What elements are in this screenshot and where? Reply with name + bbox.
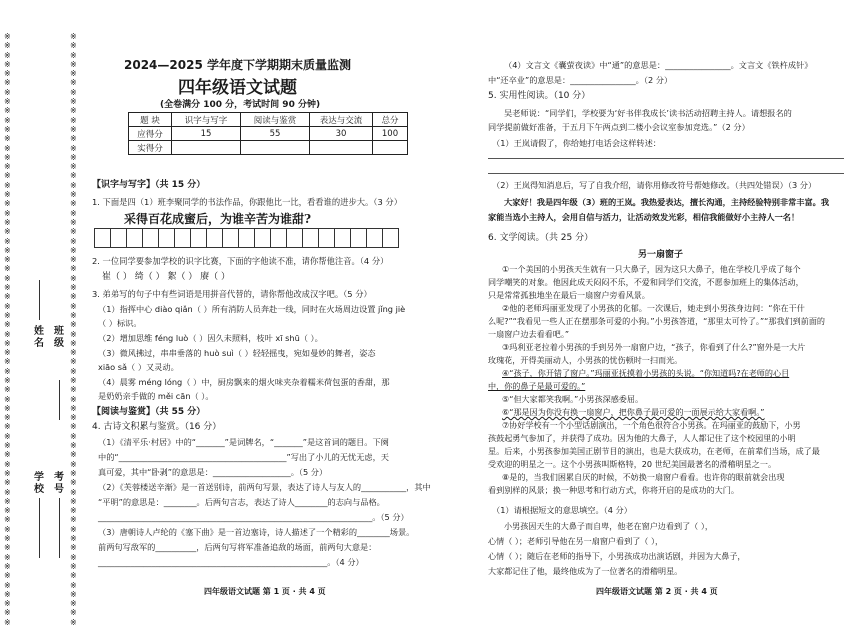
grid-cell[interactable]	[254, 228, 271, 248]
name-label: 姓名	[34, 326, 44, 349]
story-paragraph: ④“孩子，你开错了窗户。”玛丽亚抚摸着小男孩的头说。“你知道吗?在老师的心目	[502, 368, 790, 378]
story-line: 星。后来，小男孩参加美国正剧节目的演出，也是大获成功，在老师，在前辈们当场，成了最	[488, 446, 820, 456]
score-table	[128, 112, 408, 155]
story-line: 只是常常孤独地坐在最后一扇窗户旁看风景。	[488, 290, 650, 300]
grid-cell[interactable]	[142, 228, 159, 248]
answer-line[interactable]	[488, 173, 844, 174]
question-6: 6. 文学阅读。（共 25 分）	[488, 233, 594, 243]
question-4-3-cont: 前两句写敌军的__________，后两句写将军准备追敌的场面，前两句大意是：	[98, 542, 377, 552]
class-line	[59, 380, 60, 420]
question-2-chars: 崔（ ） 绮（ ） 絮（ ） 赓（ ）	[102, 272, 231, 282]
grid-cell[interactable]	[334, 228, 351, 248]
question-3-3: （3）微风拂过，串串垂落的 huò suì（ ）轻轻摇曳，宛如曼妙的舞者，姿态	[98, 348, 376, 358]
fill-blank-line[interactable]: 心情（ ）；随后在老师的指导下，小男孩成功出演话剧，并因为大鼻子，	[488, 551, 746, 561]
story-line: 玫瑰花，开得美丽动人，小男孩的忧伤顿时一扫而光。	[488, 355, 683, 365]
question-4-2: （2）《芙蓉楼送辛渐》是一首送别诗，前两句写景，表达了诗人与友人的___________，其中	[98, 482, 431, 492]
story-line: 中，你的鼻子是最可爱的。”	[488, 381, 586, 391]
grid-cell[interactable]	[366, 228, 383, 248]
question-3-4-cont: 是奶奶亲手做的 měi cān（ ）。	[98, 391, 214, 401]
grid-cell[interactable]	[190, 228, 207, 248]
binding-star-column-right: ※ ※ ※ ※ ※ ※ ※ ※ ※ ※ ※ ※ ※ ※ ※ ※ ※ ※ ※ ※ ※ ※ ※ ※ ※ ※ ※ ※ ※ ※ ※ ※ ※ ※ ※ ※ ※ ※ ※ ※ ※ ※ ※ ※ ※ ※ ※ ※ ※ ※ ※ ※ ※ ※ ※ ※ ※ ※ ※ ※ ※ ※ ※ ※	[70, 32, 77, 627]
fill-blank-line[interactable]: 心情（ ）；老师引导他在另一扇窗户看到了（ ），	[488, 536, 664, 546]
score-cell[interactable]	[172, 141, 241, 155]
grid-cell[interactable]	[110, 228, 127, 248]
grid-cell[interactable]	[174, 228, 191, 248]
page-footer: 四年级语文试题 第 2 页 · 共 4 页	[596, 587, 718, 596]
question-3-3-cont: xiāo sǎ（ ）又灵动。	[98, 362, 179, 372]
question-5-prompt: 吴老师说：“同学们，学校要为‘好书伴我成长’读书活动招聘主持人。请想报名的	[504, 108, 792, 118]
self-intro-text-cont: 家能当选小主持人，会用自信与活力，让活动效发光彩，相信我能做好小主持人一名！	[488, 212, 800, 222]
section-heading: 【阅读与鉴赏】（共 55 分）	[92, 407, 206, 417]
question-5-2: （2）王岚得知消息后，写了自我介绍，请你用修改符号帮她修改。（共四处错误）（3 分）	[492, 180, 817, 190]
question-4-3: （3）唐朝诗人卢纶的《塞下曲》是一首边塞诗，诗人描述了一个精彩的________场景。	[98, 527, 415, 537]
answer-line[interactable]	[488, 158, 844, 159]
question-5-prompt-cont: 同学提前做好准备，于五月下午两点到二楼小会议室参加竞选。”（2 分）	[488, 122, 750, 132]
question-5-1: （1）王岚请假了，你给她打电话会这样转述：	[492, 138, 661, 148]
question-2: 2. 一位同学要参加学校的识字比赛，下面的字他读不准，请你帮他注音。（4 分）	[92, 256, 389, 266]
calligraphy-line: 采得百花成蜜后，为谁辛苦为谁甜?	[124, 212, 312, 226]
question-3-1-cont: （ ）标识。	[98, 318, 142, 328]
story-title: 另一扇窗子	[638, 250, 684, 260]
question-4-2-cont: “平明”的意思是：________。后两句言志，表达了诗人________的志向与品格。	[98, 497, 385, 507]
story-paragraph: ⑤“但大家都笑我啊。”小男孩深感委屈。	[502, 394, 644, 404]
page-2	[448, 0, 848, 619]
school-label: 学校	[34, 472, 44, 495]
question-3-2: （2）增加思维 féng luò（ ）因久未照料，枝叶 xī shū（ ）。	[98, 333, 323, 343]
question-4-1-cont: 中的“_________________________________________”写出了小儿的无忧无虑，天	[98, 452, 389, 462]
story-paragraph: ⑥“那是因为你没有换一扇窗户，把你鼻子最可爱的一面展示给大家看啊。”	[502, 407, 765, 417]
binding-star-column-left: ※ ※ ※ ※ ※ ※ ※ ※ ※ ※ ※ ※ ※ ※ ※ ※ ※ ※ ※ ※ ※ ※ ※ ※ ※ ※ ※ ※ ※ ※ ※ ※ ※ ※ ※ ※ ※ ※ ※ ※ ※ ※ ※ ※ ※ ※ ※ ※ ※ ※ ※ ※ ※ ※ ※ ※ ※ ※ ※ ※ ※ ※ ※ ※	[4, 32, 11, 627]
exam-title: 2024—2025 学年度下学期期末质量监测	[124, 58, 351, 72]
class-label: 班级	[54, 326, 64, 349]
grid-cell[interactable]	[94, 228, 111, 248]
exam-note: (全卷满分 100 分，考试时间 90 分钟)	[160, 100, 321, 110]
score-cell[interactable]	[241, 141, 310, 155]
self-intro-text: 大家好！我是四年级（3）班的王岚。我热爱表达，擅长沟通，主持经验特别非常丰富。我	[504, 197, 830, 207]
grid-cell[interactable]	[270, 228, 287, 248]
score-cell[interactable]	[373, 141, 408, 155]
question-3: 3. 弟弟写的句子中有些词语是用拼音代替的，请你帮他改成汉字吧。（5 分）	[92, 289, 372, 299]
writing-grid[interactable]	[94, 228, 398, 248]
grid-cell[interactable]	[222, 228, 239, 248]
school-line	[39, 498, 40, 558]
story-paragraph: ⑧是的，当我们困累自厌的时候，不妨换一扇窗户看看。也许你的眼前就会出现	[502, 472, 785, 482]
question-4-4-cont: 中“还卒业”的意思是：________________。（2 分）	[488, 75, 673, 85]
grid-cell[interactable]	[382, 228, 399, 248]
binding-margin	[0, 0, 86, 627]
story-line: 一扇窗户边去看看吧。”	[488, 329, 570, 339]
story-line: 受欢迎的明星之一。这个小男孩叫斯格特，20 世纪美国最著名的滑稽明星之一。	[488, 459, 777, 469]
question-3-1: （1）指挥中心 diào qiǎn（ ）所有消防人员奔赴一线，同时在火场周边设置 jǐng jiè	[98, 304, 406, 314]
page-footer: 四年级语文试题 第 1 页 · 共 4 页	[204, 587, 326, 596]
question-1: 1. 下面是四（1）班李聚同学的书法作品，你跟他比一比，看看谁的进步大。（3 分）	[92, 197, 402, 207]
question-6-1: （1）请根据短文的意思填空。（4 分）	[492, 505, 632, 515]
grid-cell[interactable]	[238, 228, 255, 248]
score-table-header: 题 块 识字与写字 阅读与鉴赏 表达与交流 总分	[129, 113, 408, 127]
section-heading: 【识字与写字】（共 15 分）	[92, 180, 206, 190]
question-4: 4. 古诗文积累与鉴赏。（16 分）	[92, 422, 222, 432]
story-line: 看到别样的风景；换一种思考和行动方式，你将开启的是成功的大门。	[488, 485, 739, 495]
grid-cell[interactable]	[318, 228, 335, 248]
exam-no-line	[59, 498, 60, 558]
question-4-1: （1）《清平乐·村居》中的“_______”是词牌名，“_______”是这首词的题目。下阕	[98, 437, 389, 447]
story-paragraph: ⑦协好学校有一个小型话剧演出，一个角色很符合小男孩。在玛丽亚的鼓励下，小男	[502, 420, 801, 430]
story-paragraph: ①一个美国的小男孩天生就有一只大鼻子，因为这只大鼻子，他在学校几乎成了每个	[502, 264, 801, 274]
story-paragraph: ②他的老师玛丽亚发现了小男孩的化郁。一次课后，她走到小男孩身边问：“你在干什	[502, 303, 805, 313]
question-4-1-cont: 真可爱，其中“卧剥”的意思是：___________________。（5 分）	[98, 467, 328, 477]
grid-cell[interactable]	[158, 228, 175, 248]
question-5: 5. 实用性阅读。（10 分）	[488, 91, 591, 101]
fill-blank-line[interactable]: 小男孩因天生的大鼻子而自卑，他老在窗户边看到了（ ），	[504, 521, 713, 531]
grid-cell[interactable]	[126, 228, 143, 248]
grid-cell[interactable]	[350, 228, 367, 248]
story-line: 同学嘲笑的对象。他因此成天闷闷不乐，不爱和同学们交流，不愿参加班上的集体活动，	[488, 277, 804, 287]
story-line: 孩鼓起勇气参加了，并获得了成功。因为他的大鼻子，人人都记住了这个校园里的小明	[488, 433, 796, 443]
score-table-row: 应得分 15 55 30 100	[129, 127, 408, 141]
story-line: 么呢?”“我看见一些人正在摆那条可爱的小狗。”小男孩答道，“那里太可怜了。”“那我们到前面的	[488, 316, 826, 326]
exam-subtitle: 四年级语文试题	[178, 78, 297, 98]
score-cell[interactable]	[310, 141, 373, 155]
story-paragraph: ③玛利亚老拉着小男孩的手到另外一扇窗户边，“孩子，你看到了什么?”窗外是一大片	[502, 342, 806, 352]
question-4-4: （4）文言文《囊萤夜读》中“通”的意思是：________________。文言文《铁杵成针》	[504, 60, 813, 70]
fill-blank-line-cont: 大家都记住了他，最终他成为了一位著名的滑稽明星。	[488, 566, 683, 576]
page-1	[86, 0, 431, 619]
question-4-2-cont: ___________________________________________________________________。（5 分）	[98, 512, 409, 522]
question-3-4: （4）晨雾 méng lóng（ ）中，厨房飘来的烟火味夹杂着糯米荷包蛋的香甜，那	[98, 377, 390, 387]
grid-cell[interactable]	[286, 228, 303, 248]
score-table-row: 实得分	[129, 141, 408, 155]
question-4-3-cont: ________________________________________________________。（4 分）	[98, 557, 364, 567]
grid-cell[interactable]	[206, 228, 223, 248]
name-line	[39, 280, 40, 320]
exam-no-label: 考号	[54, 472, 64, 495]
grid-cell[interactable]	[302, 228, 319, 248]
